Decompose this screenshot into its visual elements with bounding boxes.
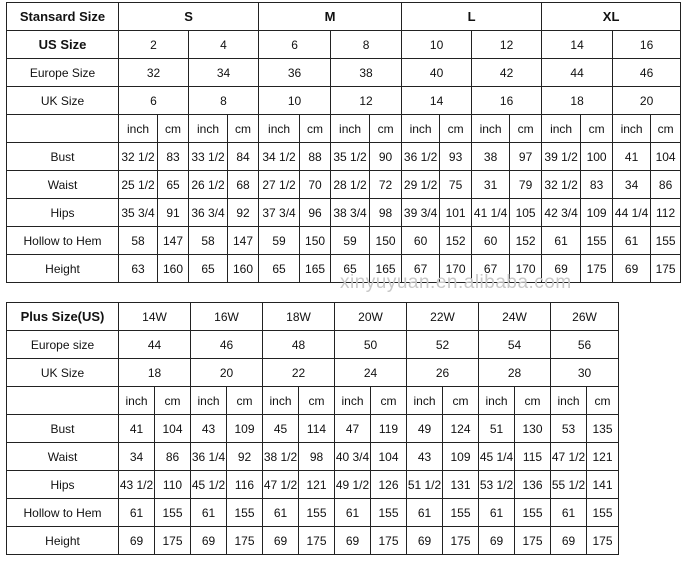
measurement-value: 39 3/4 [402, 199, 440, 227]
measurement-value: 175 [227, 527, 263, 555]
row-label: Bust [7, 415, 119, 443]
measurement-value: 36 1/2 [402, 143, 440, 171]
measurement-value: 131 [443, 471, 479, 499]
us-size-row [7, 31, 681, 59]
uk-size-row [7, 87, 681, 115]
unit-label: inch [331, 115, 370, 143]
measurement-value: 165 [370, 255, 402, 283]
measurement-value: 45 1/4 [479, 443, 515, 471]
measurement-row [7, 143, 681, 171]
measurement-value: 155 [443, 499, 479, 527]
size-header: S [119, 3, 259, 31]
measurement-value: 104 [371, 443, 407, 471]
measurement-value: 26 1/2 [189, 171, 228, 199]
measurement-value: 61 [263, 499, 299, 527]
size-value: 14 [402, 87, 472, 115]
measurement-value: 170 [510, 255, 542, 283]
row-label [7, 115, 119, 143]
unit-label: inch [259, 115, 300, 143]
measurement-row [7, 471, 619, 499]
size-value: 34 [189, 59, 259, 87]
unit-label: cm [370, 115, 402, 143]
measurement-value: 121 [299, 471, 335, 499]
measurement-value: 41 [119, 415, 155, 443]
measurement-value: 40 3/4 [335, 443, 371, 471]
measurement-value: 41 1/4 [472, 199, 510, 227]
row-label: Height [7, 255, 119, 283]
measurement-value: 160 [158, 255, 189, 283]
measurement-value: 35 3/4 [119, 199, 158, 227]
measurement-value: 175 [587, 527, 619, 555]
size-header: 18W [263, 303, 335, 331]
measurement-value: 152 [440, 227, 472, 255]
size-value: 14 [542, 31, 613, 59]
size-value: 44 [542, 59, 613, 87]
measurement-value: 65 [189, 255, 228, 283]
row-label: Hips [7, 471, 119, 499]
measurement-row [7, 227, 681, 255]
unit-label: cm [299, 387, 335, 415]
size-value: 10 [259, 87, 331, 115]
unit-row [7, 387, 619, 415]
measurement-value: 35 1/2 [331, 143, 370, 171]
row-label: Hollow to Hem [7, 499, 119, 527]
measurement-row [7, 443, 619, 471]
measurement-value: 51 [479, 415, 515, 443]
measurement-value: 175 [515, 527, 551, 555]
measurement-value: 31 [472, 171, 510, 199]
measurement-value: 112 [651, 199, 681, 227]
measurement-value: 105 [510, 199, 542, 227]
measurement-value: 51 1/2 [407, 471, 443, 499]
unit-label: cm [510, 115, 542, 143]
measurement-value: 65 [259, 255, 300, 283]
measurement-value: 61 [407, 499, 443, 527]
measurement-value: 93 [440, 143, 472, 171]
size-value: 12 [331, 87, 402, 115]
measurement-value: 34 [613, 171, 651, 199]
size-value: 26 [407, 359, 479, 387]
size-value: 6 [259, 31, 331, 59]
measurement-value: 90 [370, 143, 402, 171]
unit-label: inch [191, 387, 227, 415]
row-label [7, 387, 119, 415]
measurement-value: 147 [228, 227, 259, 255]
measurement-value: 141 [587, 471, 619, 499]
measurement-value: 65 [158, 171, 189, 199]
size-value: 46 [191, 331, 263, 359]
measurement-value: 63 [119, 255, 158, 283]
measurement-value: 61 [479, 499, 515, 527]
row-label: Hips [7, 199, 119, 227]
measurement-value: 136 [515, 471, 551, 499]
measurement-value: 175 [581, 255, 613, 283]
measurement-value: 69 [191, 527, 227, 555]
measurement-row [7, 527, 619, 555]
plus-size-table [6, 302, 619, 555]
measurement-value: 69 [551, 527, 587, 555]
measurement-value: 84 [228, 143, 259, 171]
measurement-value: 110 [155, 471, 191, 499]
measurement-value: 67 [402, 255, 440, 283]
uk-size-row [7, 359, 619, 387]
size-value: 18 [542, 87, 613, 115]
measurement-value: 36 3/4 [189, 199, 228, 227]
size-value: 12 [472, 31, 542, 59]
measurement-value: 114 [299, 415, 335, 443]
measurement-value: 96 [300, 199, 331, 227]
measurement-value: 135 [587, 415, 619, 443]
size-value: 18 [119, 359, 191, 387]
measurement-value: 39 1/2 [542, 143, 581, 171]
size-header: L [402, 3, 542, 31]
row-label: Europe Size [7, 59, 119, 87]
measurement-value: 101 [440, 199, 472, 227]
size-header-row [7, 3, 681, 31]
measurement-value: 121 [587, 443, 619, 471]
measurement-value: 124 [443, 415, 479, 443]
unit-label: cm [228, 115, 259, 143]
measurement-value: 175 [651, 255, 681, 283]
size-value: 20 [613, 87, 681, 115]
size-value: 52 [407, 331, 479, 359]
measurement-value: 155 [371, 499, 407, 527]
measurement-value: 47 1/2 [263, 471, 299, 499]
unit-label: inch [119, 387, 155, 415]
size-value: 38 [331, 59, 402, 87]
measurement-value: 58 [189, 227, 228, 255]
measurement-value: 47 [335, 415, 371, 443]
measurement-value: 83 [581, 171, 613, 199]
unit-label: cm [443, 387, 479, 415]
size-header: 22W [407, 303, 479, 331]
measurement-value: 155 [515, 499, 551, 527]
measurement-row [7, 499, 619, 527]
row-label: Waist [7, 443, 119, 471]
measurement-value: 69 [407, 527, 443, 555]
measurement-row [7, 415, 619, 443]
measurement-value: 61 [542, 227, 581, 255]
unit-label: cm [155, 387, 191, 415]
measurement-value: 175 [155, 527, 191, 555]
measurement-value: 98 [370, 199, 402, 227]
measurement-value: 92 [228, 199, 259, 227]
europe-size-row [7, 59, 681, 87]
measurement-value: 92 [227, 443, 263, 471]
unit-label: cm [440, 115, 472, 143]
measurement-value: 55 1/2 [551, 471, 587, 499]
size-value: 56 [551, 331, 619, 359]
unit-label: cm [587, 387, 619, 415]
measurement-value: 155 [587, 499, 619, 527]
measurement-value: 43 [407, 443, 443, 471]
measurement-value: 79 [510, 171, 542, 199]
table-title: Stansard Size [7, 3, 119, 31]
size-header: 14W [119, 303, 191, 331]
size-value: 4 [189, 31, 259, 59]
measurement-value: 98 [299, 443, 335, 471]
size-value: 16 [472, 87, 542, 115]
size-value: 24 [335, 359, 407, 387]
size-header: M [259, 3, 402, 31]
size-value: 2 [119, 31, 189, 59]
measurement-value: 32 1/2 [119, 143, 158, 171]
size-value: 42 [472, 59, 542, 87]
measurement-value: 119 [371, 415, 407, 443]
measurement-value: 88 [300, 143, 331, 171]
unit-label: inch [613, 115, 651, 143]
unit-label: cm [300, 115, 331, 143]
unit-label: inch [263, 387, 299, 415]
unit-label: cm [371, 387, 407, 415]
measurement-value: 109 [581, 199, 613, 227]
size-value: 32 [119, 59, 189, 87]
size-header: 20W [335, 303, 407, 331]
size-value: 44 [119, 331, 191, 359]
measurement-value: 32 1/2 [542, 171, 581, 199]
row-label: US Size [7, 31, 119, 59]
unit-label: cm [651, 115, 681, 143]
measurement-value: 65 [331, 255, 370, 283]
measurement-value: 53 1/2 [479, 471, 515, 499]
measurement-value: 72 [370, 171, 402, 199]
measurement-value: 165 [300, 255, 331, 283]
measurement-value: 61 [613, 227, 651, 255]
measurement-value: 61 [191, 499, 227, 527]
measurement-row [7, 171, 681, 199]
measurement-value: 130 [515, 415, 551, 443]
size-value: 28 [479, 359, 551, 387]
unit-label: inch [119, 115, 158, 143]
measurement-value: 160 [228, 255, 259, 283]
measurement-value: 61 [551, 499, 587, 527]
size-header: 16W [191, 303, 263, 331]
size-value: 54 [479, 331, 551, 359]
measurement-value: 150 [370, 227, 402, 255]
row-label: Waist [7, 171, 119, 199]
measurement-value: 28 1/2 [331, 171, 370, 199]
measurement-value: 175 [443, 527, 479, 555]
measurement-value: 43 1/2 [119, 471, 155, 499]
unit-label: cm [581, 115, 613, 143]
measurement-value: 69 [542, 255, 581, 283]
measurement-value: 97 [510, 143, 542, 171]
size-value: 30 [551, 359, 619, 387]
measurement-value: 59 [259, 227, 300, 255]
measurement-value: 29 1/2 [402, 171, 440, 199]
size-header: XL [542, 3, 681, 31]
row-label: Height [7, 527, 119, 555]
measurement-value: 70 [300, 171, 331, 199]
measurement-value: 34 [119, 443, 155, 471]
measurement-value: 86 [651, 171, 681, 199]
measurement-value: 69 [119, 527, 155, 555]
measurement-value: 53 [551, 415, 587, 443]
measurement-value: 36 1/4 [191, 443, 227, 471]
watermark-text: xinyuyuan.en.alibaba.com [340, 272, 572, 293]
size-value: 22 [263, 359, 335, 387]
size-value: 8 [189, 87, 259, 115]
measurement-value: 115 [515, 443, 551, 471]
measurement-value: 61 [119, 499, 155, 527]
unit-label: cm [227, 387, 263, 415]
measurement-value: 150 [300, 227, 331, 255]
size-value: 40 [402, 59, 472, 87]
measurement-value: 60 [472, 227, 510, 255]
unit-label: inch [479, 387, 515, 415]
row-label: UK Size [7, 359, 119, 387]
measurement-value: 69 [263, 527, 299, 555]
measurement-value: 109 [443, 443, 479, 471]
table-title: Plus Size(US) [7, 303, 119, 331]
measurement-value: 152 [510, 227, 542, 255]
size-header: 24W [479, 303, 551, 331]
measurement-value: 67 [472, 255, 510, 283]
measurement-value: 33 1/2 [189, 143, 228, 171]
row-label: Bust [7, 143, 119, 171]
measurement-value: 25 1/2 [119, 171, 158, 199]
measurement-value: 38 1/2 [263, 443, 299, 471]
measurement-value: 61 [335, 499, 371, 527]
measurement-value: 38 3/4 [331, 199, 370, 227]
measurement-value: 155 [299, 499, 335, 527]
unit-label: inch [551, 387, 587, 415]
row-label: Hollow to Hem [7, 227, 119, 255]
unit-label: inch [402, 115, 440, 143]
measurement-value: 155 [227, 499, 263, 527]
unit-label: inch [189, 115, 228, 143]
measurement-value: 175 [371, 527, 407, 555]
measurement-value: 38 [472, 143, 510, 171]
measurement-row [7, 199, 681, 227]
europe-size-row [7, 331, 619, 359]
measurement-value: 155 [581, 227, 613, 255]
measurement-value: 45 1/2 [191, 471, 227, 499]
unit-row [7, 115, 681, 143]
measurement-value: 75 [440, 171, 472, 199]
measurement-value: 147 [158, 227, 189, 255]
size-value: 36 [259, 59, 331, 87]
measurement-value: 116 [227, 471, 263, 499]
measurement-value: 37 3/4 [259, 199, 300, 227]
size-value: 8 [331, 31, 402, 59]
measurement-value: 68 [228, 171, 259, 199]
size-value: 20 [191, 359, 263, 387]
measurement-value: 155 [651, 227, 681, 255]
measurement-value: 44 1/4 [613, 199, 651, 227]
measurement-value: 69 [613, 255, 651, 283]
size-value: 48 [263, 331, 335, 359]
measurement-value: 69 [335, 527, 371, 555]
measurement-value: 47 1/2 [551, 443, 587, 471]
unit-label: inch [407, 387, 443, 415]
standard-size-table [6, 2, 681, 283]
measurement-value: 34 1/2 [259, 143, 300, 171]
unit-label: inch [335, 387, 371, 415]
size-header: 26W [551, 303, 619, 331]
measurement-value: 49 [407, 415, 443, 443]
unit-label: cm [158, 115, 189, 143]
measurement-value: 170 [440, 255, 472, 283]
measurement-value: 175 [299, 527, 335, 555]
measurement-value: 91 [158, 199, 189, 227]
unit-label: cm [515, 387, 551, 415]
unit-label: inch [542, 115, 581, 143]
row-label: UK Size [7, 87, 119, 115]
measurement-value: 104 [651, 143, 681, 171]
size-value: 16 [613, 31, 681, 59]
size-header-row [7, 303, 619, 331]
measurement-value: 27 1/2 [259, 171, 300, 199]
measurement-value: 86 [155, 443, 191, 471]
measurement-value: 42 3/4 [542, 199, 581, 227]
size-value: 50 [335, 331, 407, 359]
unit-label: inch [472, 115, 510, 143]
size-value: 10 [402, 31, 472, 59]
measurement-value: 45 [263, 415, 299, 443]
measurement-value: 83 [158, 143, 189, 171]
measurement-value: 41 [613, 143, 651, 171]
measurement-value: 59 [331, 227, 370, 255]
row-label: Europe size [7, 331, 119, 359]
measurement-value: 104 [155, 415, 191, 443]
measurement-value: 49 1/2 [335, 471, 371, 499]
size-value: 46 [613, 59, 681, 87]
measurement-value: 60 [402, 227, 440, 255]
measurement-value: 69 [479, 527, 515, 555]
measurement-value: 126 [371, 471, 407, 499]
measurement-value: 109 [227, 415, 263, 443]
measurement-value: 155 [155, 499, 191, 527]
measurement-value: 58 [119, 227, 158, 255]
measurement-value: 100 [581, 143, 613, 171]
measurement-value: 43 [191, 415, 227, 443]
size-value: 6 [119, 87, 189, 115]
